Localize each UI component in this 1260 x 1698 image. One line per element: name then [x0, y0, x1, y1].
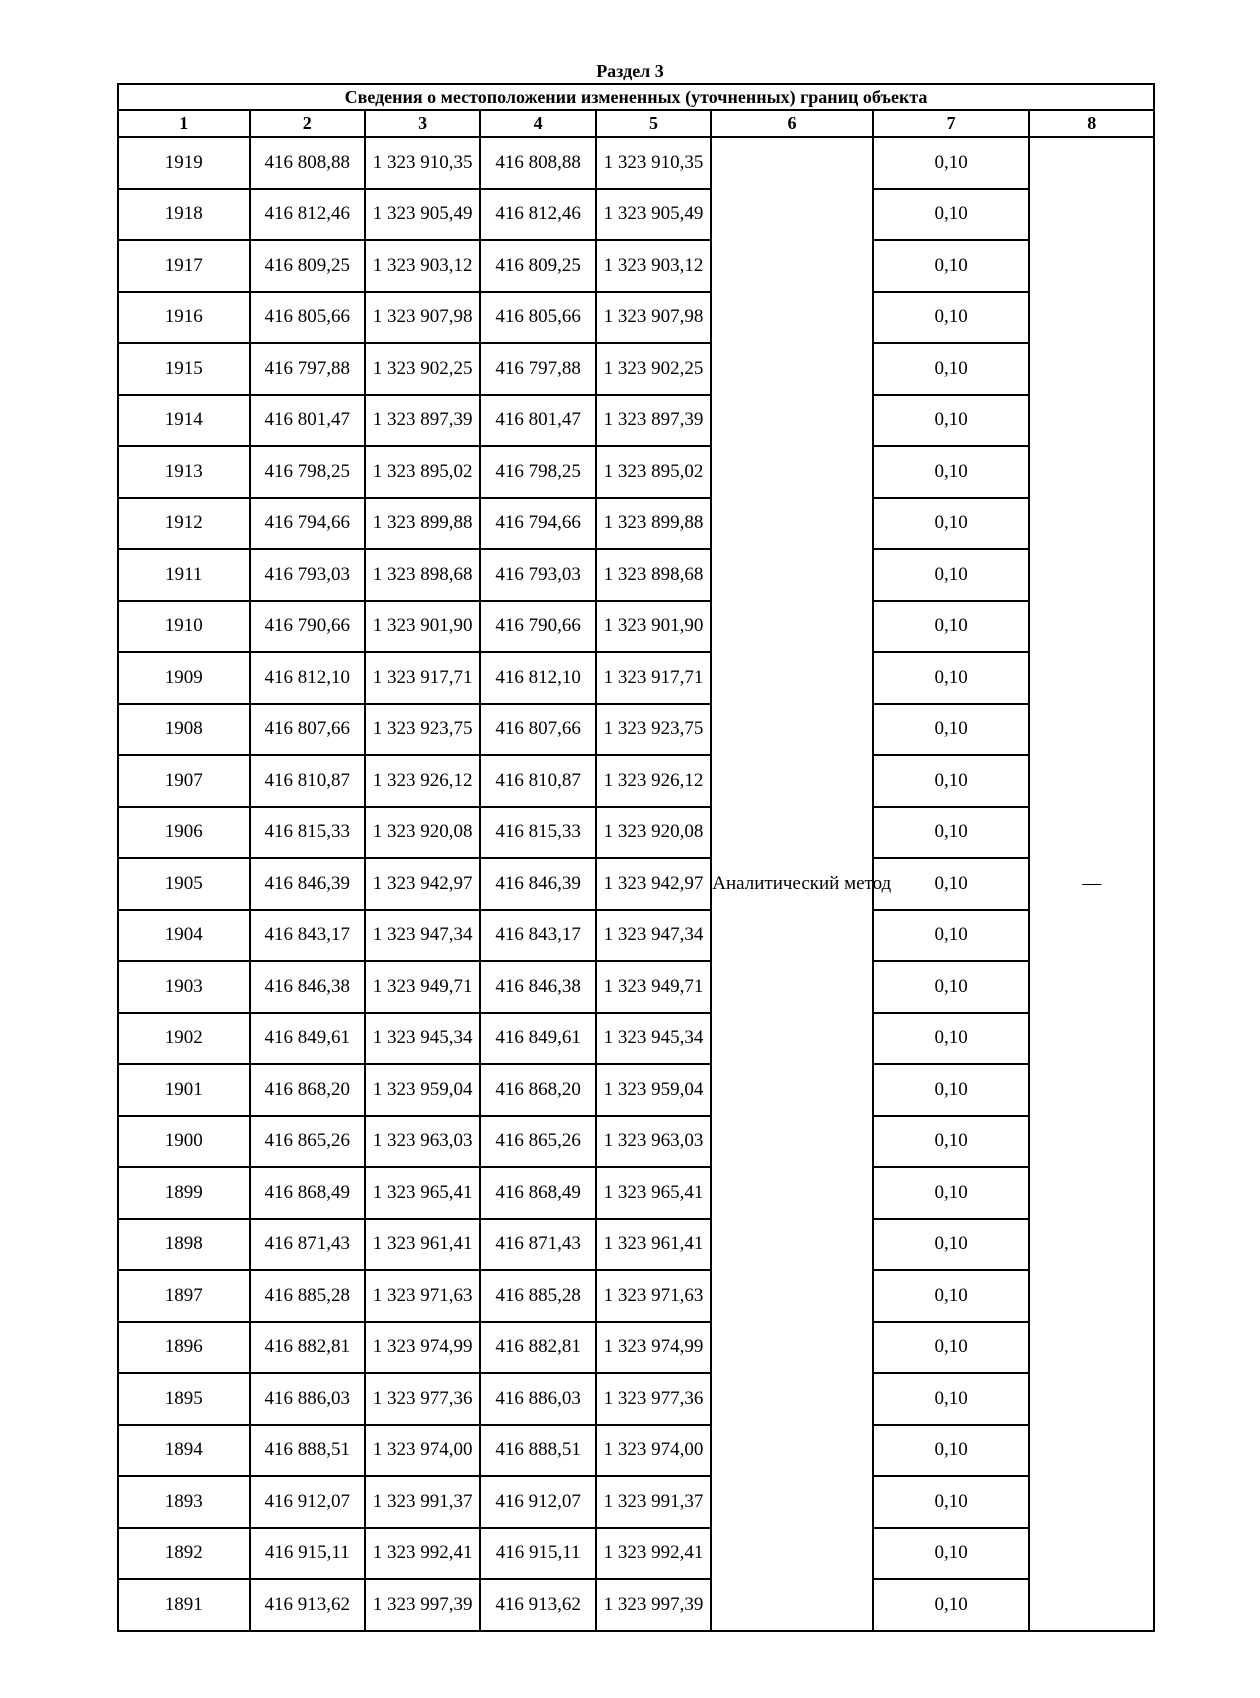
old-x-cell: 416 868,20	[250, 1064, 365, 1116]
accuracy-cell: 0,10	[873, 910, 1030, 962]
accuracy-cell: 0,10	[873, 395, 1030, 447]
old-x-cell: 416 794,66	[250, 498, 365, 550]
new-y-cell: 1 323 907,98	[596, 292, 711, 344]
point-number-cell: 1894	[118, 1425, 250, 1477]
old-y-cell: 1 323 902,25	[365, 343, 480, 395]
point-number-cell: 1910	[118, 601, 250, 653]
old-y-cell: 1 323 965,41	[365, 1167, 480, 1219]
old-y-cell: 1 323 920,08	[365, 807, 480, 859]
accuracy-cell: 0,10	[873, 549, 1030, 601]
new-y-cell: 1 323 945,34	[596, 1013, 711, 1065]
point-number-cell: 1907	[118, 755, 250, 807]
new-x-cell: 416 868,20	[480, 1064, 595, 1116]
old-x-cell: 416 807,66	[250, 704, 365, 756]
old-x-cell: 416 810,87	[250, 755, 365, 807]
new-y-cell: 1 323 917,71	[596, 652, 711, 704]
table-row	[118, 1064, 1154, 1116]
table-row	[118, 1116, 1154, 1168]
old-y-cell: 1 323 977,36	[365, 1373, 480, 1425]
point-number-cell: 1914	[118, 395, 250, 447]
new-x-cell: 416 886,03	[480, 1373, 595, 1425]
table-row	[118, 961, 1154, 1013]
old-y-cell: 1 323 910,35	[365, 137, 480, 189]
point-number-cell: 1906	[118, 807, 250, 859]
new-x-cell: 416 888,51	[480, 1425, 595, 1477]
table-row	[118, 652, 1154, 704]
old-x-cell: 416 882,81	[250, 1322, 365, 1374]
note-cell: —	[1029, 137, 1154, 1631]
table-row	[118, 910, 1154, 962]
new-y-cell: 1 323 949,71	[596, 961, 711, 1013]
old-x-cell: 416 793,03	[250, 549, 365, 601]
old-x-cell: 416 798,25	[250, 446, 365, 498]
old-y-cell: 1 323 917,71	[365, 652, 480, 704]
new-y-cell: 1 323 959,04	[596, 1064, 711, 1116]
new-y-cell: 1 323 965,41	[596, 1167, 711, 1219]
new-y-cell: 1 323 971,63	[596, 1270, 711, 1322]
old-x-cell: 416 912,07	[250, 1476, 365, 1528]
old-x-cell: 416 849,61	[250, 1013, 365, 1065]
new-y-cell: 1 323 947,34	[596, 910, 711, 962]
new-x-cell: 416 793,03	[480, 549, 595, 601]
accuracy-cell: 0,10	[873, 601, 1030, 653]
point-number-cell: 1908	[118, 704, 250, 756]
new-y-cell: 1 323 974,99	[596, 1322, 711, 1374]
new-x-cell: 416 885,28	[480, 1270, 595, 1322]
old-x-cell: 416 846,38	[250, 961, 365, 1013]
new-x-cell: 416 915,11	[480, 1528, 595, 1580]
old-y-cell: 1 323 961,41	[365, 1219, 480, 1271]
old-y-cell: 1 323 942,97	[365, 858, 480, 910]
coordinates-table	[117, 83, 1155, 1632]
table-row	[118, 1219, 1154, 1271]
old-x-cell: 416 868,49	[250, 1167, 365, 1219]
accuracy-cell: 0,10	[873, 1013, 1030, 1065]
table-row	[118, 189, 1154, 241]
new-y-cell: 1 323 997,39	[596, 1579, 711, 1631]
new-y-cell: 1 323 920,08	[596, 807, 711, 859]
old-x-cell: 416 865,26	[250, 1116, 365, 1168]
accuracy-cell: 0,10	[873, 1064, 1030, 1116]
point-number-cell: 1911	[118, 549, 250, 601]
accuracy-cell: 0,10	[873, 1476, 1030, 1528]
new-x-cell: 416 843,17	[480, 910, 595, 962]
new-x-cell: 416 871,43	[480, 1219, 595, 1271]
table-row	[118, 1528, 1154, 1580]
new-x-cell: 416 805,66	[480, 292, 595, 344]
new-x-cell: 416 812,46	[480, 189, 595, 241]
column-number: 7	[873, 110, 1030, 137]
new-x-cell: 416 865,26	[480, 1116, 595, 1168]
point-number-cell: 1893	[118, 1476, 250, 1528]
old-y-cell: 1 323 926,12	[365, 755, 480, 807]
table-row	[118, 858, 1154, 910]
new-x-cell: 416 849,61	[480, 1013, 595, 1065]
table-caption: Сведения о местоположении измененных (уточненных) границ объекта	[118, 84, 1154, 110]
point-number-cell: 1896	[118, 1322, 250, 1374]
old-y-cell: 1 323 945,34	[365, 1013, 480, 1065]
old-y-cell: 1 323 974,99	[365, 1322, 480, 1374]
accuracy-cell: 0,10	[873, 755, 1030, 807]
point-number-cell: 1918	[118, 189, 250, 241]
accuracy-cell: 0,10	[873, 807, 1030, 859]
new-x-cell: 416 846,38	[480, 961, 595, 1013]
accuracy-cell: 0,10	[873, 858, 1030, 910]
new-x-cell: 416 797,88	[480, 343, 595, 395]
new-x-cell: 416 794,66	[480, 498, 595, 550]
accuracy-cell: 0,10	[873, 498, 1030, 550]
column-number-row	[118, 110, 1154, 137]
accuracy-cell: 0,10	[873, 446, 1030, 498]
accuracy-cell: 0,10	[873, 1579, 1030, 1631]
old-x-cell: 416 812,10	[250, 652, 365, 704]
new-y-cell: 1 323 991,37	[596, 1476, 711, 1528]
accuracy-cell: 0,10	[873, 1270, 1030, 1322]
old-y-cell: 1 323 907,98	[365, 292, 480, 344]
method-cell: Аналитический метод	[711, 137, 873, 1631]
accuracy-cell: 0,10	[873, 240, 1030, 292]
table-row	[118, 395, 1154, 447]
old-x-cell: 416 871,43	[250, 1219, 365, 1271]
point-number-cell: 1891	[118, 1579, 250, 1631]
point-number-cell: 1903	[118, 961, 250, 1013]
new-x-cell: 416 913,62	[480, 1579, 595, 1631]
point-number-cell: 1901	[118, 1064, 250, 1116]
old-y-cell: 1 323 947,34	[365, 910, 480, 962]
column-number: 6	[711, 110, 873, 137]
new-x-cell: 416 801,47	[480, 395, 595, 447]
new-x-cell: 416 815,33	[480, 807, 595, 859]
old-x-cell: 416 790,66	[250, 601, 365, 653]
table-row	[118, 1322, 1154, 1374]
point-number-cell: 1899	[118, 1167, 250, 1219]
accuracy-cell: 0,10	[873, 292, 1030, 344]
accuracy-cell: 0,10	[873, 137, 1030, 189]
point-number-cell: 1904	[118, 910, 250, 962]
point-number-cell: 1909	[118, 652, 250, 704]
old-x-cell: 416 888,51	[250, 1425, 365, 1477]
accuracy-cell: 0,10	[873, 343, 1030, 395]
old-x-cell: 416 812,46	[250, 189, 365, 241]
new-y-cell: 1 323 963,03	[596, 1116, 711, 1168]
old-y-cell: 1 323 898,68	[365, 549, 480, 601]
old-x-cell: 416 809,25	[250, 240, 365, 292]
point-number-cell: 1919	[118, 137, 250, 189]
new-y-cell: 1 323 926,12	[596, 755, 711, 807]
new-x-cell: 416 807,66	[480, 704, 595, 756]
new-x-cell: 416 790,66	[480, 601, 595, 653]
old-y-cell: 1 323 923,75	[365, 704, 480, 756]
table-row	[118, 704, 1154, 756]
point-number-cell: 1905	[118, 858, 250, 910]
old-x-cell: 416 886,03	[250, 1373, 365, 1425]
old-y-cell: 1 323 991,37	[365, 1476, 480, 1528]
old-y-cell: 1 323 997,39	[365, 1579, 480, 1631]
old-x-cell: 416 843,17	[250, 910, 365, 962]
old-y-cell: 1 323 901,90	[365, 601, 480, 653]
table-row	[118, 601, 1154, 653]
old-y-cell: 1 323 895,02	[365, 446, 480, 498]
new-x-cell: 416 798,25	[480, 446, 595, 498]
new-y-cell: 1 323 899,88	[596, 498, 711, 550]
accuracy-cell: 0,10	[873, 704, 1030, 756]
column-number: 5	[596, 110, 711, 137]
new-y-cell: 1 323 901,90	[596, 601, 711, 653]
new-y-cell: 1 323 992,41	[596, 1528, 711, 1580]
table-row	[118, 549, 1154, 601]
point-number-cell: 1917	[118, 240, 250, 292]
table-row	[118, 446, 1154, 498]
column-number: 1	[118, 110, 250, 137]
accuracy-cell: 0,10	[873, 961, 1030, 1013]
new-y-cell: 1 323 902,25	[596, 343, 711, 395]
old-y-cell: 1 323 974,00	[365, 1425, 480, 1477]
table-row	[118, 343, 1154, 395]
new-x-cell: 416 810,87	[480, 755, 595, 807]
old-x-cell: 416 846,39	[250, 858, 365, 910]
accuracy-cell: 0,10	[873, 1219, 1030, 1271]
old-y-cell: 1 323 905,49	[365, 189, 480, 241]
accuracy-cell: 0,10	[873, 1322, 1030, 1374]
new-x-cell: 416 868,49	[480, 1167, 595, 1219]
old-y-cell: 1 323 992,41	[365, 1528, 480, 1580]
new-x-cell: 416 809,25	[480, 240, 595, 292]
point-number-cell: 1900	[118, 1116, 250, 1168]
point-number-cell: 1898	[118, 1219, 250, 1271]
point-number-cell: 1892	[118, 1528, 250, 1580]
table-row	[118, 1013, 1154, 1065]
old-x-cell: 416 915,11	[250, 1528, 365, 1580]
point-number-cell: 1897	[118, 1270, 250, 1322]
point-number-cell: 1913	[118, 446, 250, 498]
accuracy-cell: 0,10	[873, 1116, 1030, 1168]
new-y-cell: 1 323 923,75	[596, 704, 711, 756]
column-number: 2	[250, 110, 365, 137]
section-title: Раздел 3	[596, 61, 664, 81]
old-x-cell: 416 885,28	[250, 1270, 365, 1322]
table-row	[118, 755, 1154, 807]
new-y-cell: 1 323 977,36	[596, 1373, 711, 1425]
new-x-cell: 416 882,81	[480, 1322, 595, 1374]
column-number: 8	[1029, 110, 1154, 137]
new-y-cell: 1 323 942,97	[596, 858, 711, 910]
accuracy-cell: 0,10	[873, 189, 1030, 241]
new-x-cell: 416 912,07	[480, 1476, 595, 1528]
new-y-cell: 1 323 897,39	[596, 395, 711, 447]
table-row	[118, 292, 1154, 344]
old-y-cell: 1 323 949,71	[365, 961, 480, 1013]
old-x-cell: 416 913,62	[250, 1579, 365, 1631]
old-y-cell: 1 323 899,88	[365, 498, 480, 550]
new-y-cell: 1 323 905,49	[596, 189, 711, 241]
new-y-cell: 1 323 895,02	[596, 446, 711, 498]
new-x-cell: 416 812,10	[480, 652, 595, 704]
point-number-cell: 1912	[118, 498, 250, 550]
table-row	[118, 498, 1154, 550]
old-x-cell: 416 801,47	[250, 395, 365, 447]
accuracy-cell: 0,10	[873, 1167, 1030, 1219]
old-y-cell: 1 323 971,63	[365, 1270, 480, 1322]
new-x-cell: 416 808,88	[480, 137, 595, 189]
table-row	[118, 807, 1154, 859]
table-row	[118, 1476, 1154, 1528]
table-row	[118, 1579, 1154, 1631]
old-y-cell: 1 323 897,39	[365, 395, 480, 447]
table-row	[118, 1270, 1154, 1322]
table-row	[118, 1167, 1154, 1219]
accuracy-cell: 0,10	[873, 1373, 1030, 1425]
point-number-cell: 1915	[118, 343, 250, 395]
new-y-cell: 1 323 961,41	[596, 1219, 711, 1271]
column-number: 4	[480, 110, 595, 137]
old-x-cell: 416 808,88	[250, 137, 365, 189]
point-number-cell: 1895	[118, 1373, 250, 1425]
accuracy-cell: 0,10	[873, 1425, 1030, 1477]
accuracy-cell: 0,10	[873, 652, 1030, 704]
accuracy-cell: 0,10	[873, 1528, 1030, 1580]
point-number-cell: 1916	[118, 292, 250, 344]
old-y-cell: 1 323 963,03	[365, 1116, 480, 1168]
table-row	[118, 240, 1154, 292]
new-y-cell: 1 323 898,68	[596, 549, 711, 601]
column-number: 3	[365, 110, 480, 137]
old-x-cell: 416 815,33	[250, 807, 365, 859]
old-x-cell: 416 805,66	[250, 292, 365, 344]
old-y-cell: 1 323 903,12	[365, 240, 480, 292]
old-y-cell: 1 323 959,04	[365, 1064, 480, 1116]
new-y-cell: 1 323 974,00	[596, 1425, 711, 1477]
table-row	[118, 1425, 1154, 1477]
new-y-cell: 1 323 903,12	[596, 240, 711, 292]
new-x-cell: 416 846,39	[480, 858, 595, 910]
new-y-cell: 1 323 910,35	[596, 137, 711, 189]
point-number-cell: 1902	[118, 1013, 250, 1065]
table-row	[118, 1373, 1154, 1425]
table-row	[118, 137, 1154, 189]
old-x-cell: 416 797,88	[250, 343, 365, 395]
